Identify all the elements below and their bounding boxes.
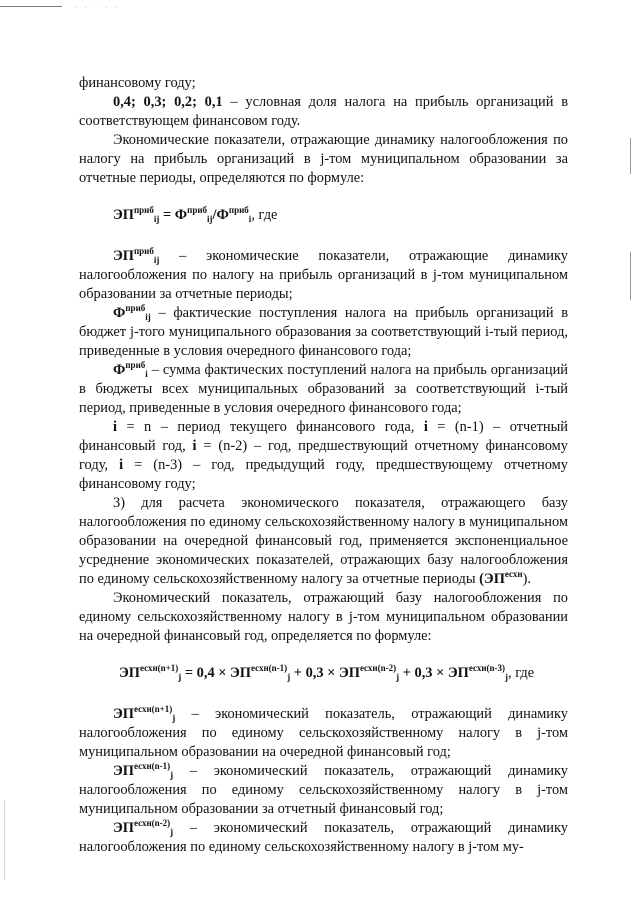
definition: $Ф^{приб}_{ij}$ – фактические поступления налога на прибыль организаций в бюджет j-того муниципального образования за соответствующий i-тый период, приведенные в условия очередного финансового года;	[79, 303, 568, 359]
scan-artifact-line	[0, 6, 62, 7]
definition: $ЭП^{есхн(n+1)}_j$ – экономический показатель, отражающий динамику налогообложения по единому сельскохозяйственному налогу в j-том муниципальном образовании на очередной финансовый год;	[79, 704, 568, 760]
formula-profit: $ЭП^{приб}_{ij} = Ф^{приб}_{ij}/Ф^{приб}_i$, где	[113, 205, 278, 224]
paragraph: Экономический показатель, отражающий базу налогообложения по единому сельскохозяйственному налогу в j-том муниципальном образовании на очередной финансовый год, определяется по формуле:	[79, 590, 568, 644]
scan-edge-mark	[630, 252, 631, 300]
paragraph: Экономические показатели, отражающие динамику налогообложения по налогу на прибыль организаций в j-том муниципальном образовании за отчетные периоды, определяются по формуле:	[79, 132, 568, 186]
paragraph	[79, 93, 568, 131]
scan-edge-mark	[4, 800, 5, 880]
list-item-3: 3) для расчета экономического показателя, отражающего базу налогообложения по единому сельскохозяйственному налогу в муниципальном образовании на очередной финансовый год, применяется экспоненциальное усреднение экономических показателей, отражающих базу налогообложения по единому сельскохозяйственному налогу за отчетные периоды $(ЭП^{есхн})$.	[79, 495, 568, 587]
definition: $ЭП^{есхн(n-2)}_j$ – экономический показатель, отражающий динамику налогообложения по единому сельскохозяйственному налогу в j-том му-	[79, 818, 568, 855]
scan-artifact-dots: · · · · ·	[74, 4, 122, 12]
coefficients: 0,4; 0,3; 0,2; 0,1	[113, 94, 223, 110]
scan-edge-mark	[630, 138, 631, 174]
document-body	[79, 74, 568, 857]
definition: $ЭП^{есхн(n-1)}_j$ – экономический показатель, отражающий динамику налогообложения по единому сельскохозяйственному налогу в j-том муниципальном образовании за отчетный финансовый год;	[79, 761, 568, 817]
definition: $Ф^{приб}_i$ – сумма фактических поступлений налога на прибыль организаций в бюджеты всех муниципальных образований за соответствующий i-тый период, приведенные в условия очередного финансового года;	[79, 360, 568, 416]
paragraph	[79, 74, 568, 93]
definition: $ЭП^{приб}_{ij}$ – экономические показатели, отражающие динамику налогообложения по налогу на прибыль организаций в j-том муниципальном образовании за отчетные периоды;	[79, 246, 568, 302]
definition: i = n – период текущего финансового года, i = (n-1) – отчетный финансовый год, i = (n-2) – год, предшествующий отчетному финансовому году, i = (n-3) – год, предыдущий году, предшествующему отчетному финансовому году;	[79, 419, 569, 492]
text-line: финансовому году;	[79, 75, 196, 91]
formula-esxn: $ЭП^{есхн(n+1)}_j = 0,4 \times ЭП^{есхн(n-1)}_j + 0,3 \times ЭП^{есхн(n-2)}_j + 0,3 \times ЭП^{есхн(n-3)}_j$, где	[119, 663, 535, 682]
paragraph-text: – условная доля налога на прибыль организаций в соответствующем финансовом году.	[79, 94, 568, 129]
